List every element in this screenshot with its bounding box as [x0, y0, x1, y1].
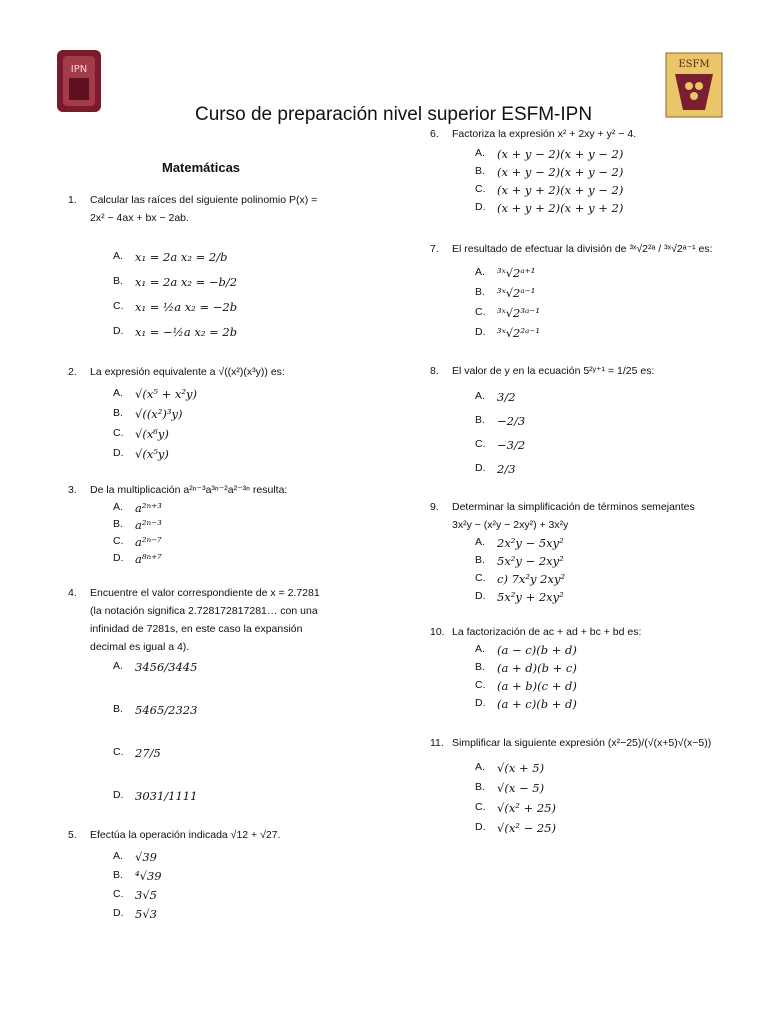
option-letter: D.	[113, 789, 124, 801]
option-value: a²ⁿ⁻⁷	[135, 535, 162, 549]
option-letter: D.	[475, 821, 486, 833]
option-letter: A.	[113, 501, 123, 513]
page-title: Curso de preparación nivel superior ESFM-IPN	[195, 104, 593, 125]
question-number: 5.	[68, 829, 77, 841]
option-letter: C.	[475, 572, 486, 584]
option-value: x₁ = −½a x₂ = 2b	[135, 325, 238, 339]
option-value: 3√5	[135, 888, 157, 902]
option-letter: B.	[113, 275, 123, 287]
question-text: infinidad de 7281s, en este caso la expansión	[90, 623, 303, 635]
option-letter: B.	[475, 414, 485, 426]
option-value: ³ˣ√2ᵃ⁺¹	[497, 266, 536, 280]
question-text: De la multiplicación a²ⁿ⁻³a³ⁿ⁻²a²⁻³ⁿ resulta:	[90, 484, 288, 496]
option-value: 5√3	[135, 907, 157, 921]
question-number: 1.	[68, 194, 77, 206]
option-value: ³ˣ√2³ᵃ⁻¹	[497, 306, 540, 320]
option-letter: A.	[475, 266, 485, 278]
option-letter: A.	[475, 761, 485, 773]
option-value: a²ⁿ⁺³	[135, 501, 162, 515]
option-letter: C.	[113, 746, 124, 758]
option-value: −2/3	[497, 414, 526, 428]
option-letter: A.	[475, 390, 485, 402]
option-value: √39	[135, 850, 157, 864]
option-letter: C.	[475, 679, 486, 691]
option-value: ³ˣ√2²ᵃ⁻¹	[497, 326, 540, 340]
question-text: Simplificar la siguiente expresión (x²−25)/(√(x+5)√(x−5))	[452, 737, 712, 749]
option-letter: B.	[475, 165, 485, 177]
option-letter: A.	[475, 536, 485, 548]
question-number: 7.	[430, 243, 439, 255]
question-text: Determinar la simplificación de términos semejantes	[452, 501, 695, 513]
option-letter: B.	[475, 286, 485, 298]
option-value: √(x − 5)	[497, 781, 545, 795]
option-letter: A.	[113, 387, 123, 399]
option-value: 3031/1111	[135, 789, 198, 803]
option-letter: C.	[475, 801, 486, 813]
question-text: Encuentre el valor correspondiente de x = 2.7281	[90, 587, 320, 599]
option-value: (x + y + 2)(x + y + 2)	[497, 201, 624, 215]
option-letter: B.	[113, 703, 123, 715]
question-text: El valor de y en la ecuación 5²ʸ⁺¹ = 1/25 es:	[452, 365, 655, 377]
option-letter: A.	[113, 850, 123, 862]
option-value: (x + y − 2)(x + y − 2)	[497, 147, 624, 161]
question-number: 4.	[68, 587, 77, 599]
question-number: 11.	[430, 737, 444, 749]
option-letter: C.	[475, 438, 486, 450]
option-value: x₁ = ½a x₂ = −2b	[135, 300, 238, 314]
option-letter: C.	[113, 300, 124, 312]
option-letter: B.	[113, 869, 123, 881]
question-number: 10.	[430, 626, 445, 638]
question-text: 2x² − 4ax + bx − 2ab.	[90, 212, 189, 224]
option-value: √(x + 5)	[497, 761, 545, 775]
option-letter: D.	[113, 552, 124, 564]
question-number: 9.	[430, 501, 439, 513]
option-letter: C.	[475, 306, 486, 318]
question-text: La factorización de ac + ad + bc + bd es:	[452, 626, 642, 638]
option-value: x₁ = 2a x₂ = 2/b	[135, 250, 228, 264]
option-value: c) 7x²y 2xy²	[497, 572, 566, 586]
option-letter: D.	[475, 326, 486, 338]
question-text: 3x²y − (x²y − 2xy²) + 3x²y	[452, 519, 569, 531]
option-letter: D.	[475, 697, 486, 709]
question-text: El resultado de efectuar la división de ³ˣ√2²ᵃ / ³ˣ√2ᵃ⁻¹ es:	[452, 243, 713, 255]
option-value: √((x²)³y)	[135, 407, 183, 421]
question-text: Factoriza la expresión x² + 2xy + y² − 4.	[452, 128, 637, 140]
option-value: x₁ = 2a x₂ = −b/2	[135, 275, 238, 289]
option-letter: D.	[475, 201, 486, 213]
esfm-logo-text: ESFM	[678, 59, 710, 70]
option-value: 5x²y − 2xy²	[497, 554, 564, 568]
question-text: La expresión equivalente a √((x²)(x³y)) es:	[90, 366, 285, 378]
question-number: 2.	[68, 366, 77, 378]
question-number: 6.	[430, 128, 439, 140]
option-value: (x + y + 2)(x + y − 2)	[497, 183, 624, 197]
option-value: 2x²y − 5xy²	[497, 536, 564, 550]
ipn-logo	[55, 48, 103, 114]
option-letter: A.	[475, 643, 485, 655]
option-value: (a − c)(b + d)	[497, 643, 577, 657]
question-text: Calcular las raíces del siguiente polinomio P(x) =	[90, 194, 318, 206]
option-letter: A.	[113, 250, 123, 262]
option-value: √(x⁵y)	[135, 447, 169, 461]
option-letter: A.	[475, 147, 485, 159]
option-value: 27/5	[135, 746, 161, 760]
option-value: ⁴√39	[135, 869, 162, 883]
option-value: a⁸ⁿ⁺⁷	[135, 552, 162, 566]
question-text: decimal es igual a 4).	[90, 641, 190, 653]
option-value: √(x² − 25)	[497, 821, 556, 835]
option-value: ³ˣ√2ᵃ⁻¹	[497, 286, 536, 300]
subject-heading: Matemáticas	[162, 160, 241, 175]
esfm-logo	[665, 52, 723, 118]
option-letter: B.	[475, 781, 485, 793]
option-value: −3/2	[497, 438, 526, 452]
option-value: (x + y − 2)(x + y − 2)	[497, 165, 624, 179]
option-value: (a + c)(b + d)	[497, 697, 577, 711]
option-value: (a + b)(c + d)	[497, 679, 577, 693]
option-value: √(x⁵ + x²y)	[135, 387, 197, 401]
question-number: 8.	[430, 365, 439, 377]
option-letter: B.	[113, 407, 123, 419]
question-text: (la notación significa 2.728172817281… con una	[90, 605, 318, 617]
option-value: √(x⁶y)	[135, 427, 169, 441]
question-number: 3.	[68, 484, 77, 496]
option-value: 2/3	[497, 462, 516, 476]
option-value: a²ⁿ⁻³	[135, 518, 162, 532]
option-letter: D.	[113, 907, 124, 919]
option-letter: C.	[113, 535, 124, 547]
option-letter: D.	[113, 447, 124, 459]
option-value: 5465/2323	[135, 703, 198, 717]
option-letter: C.	[113, 427, 124, 439]
option-letter: D.	[475, 590, 486, 602]
option-letter: B.	[475, 554, 485, 566]
option-value: 5x²y + 2xy²	[497, 590, 564, 604]
option-letter: B.	[475, 661, 485, 673]
option-letter: B.	[113, 518, 123, 530]
option-letter: C.	[475, 183, 486, 195]
option-value: 3/2	[497, 390, 516, 404]
option-letter: D.	[113, 325, 124, 337]
option-value: 3456/3445	[135, 660, 198, 674]
option-letter: C.	[113, 888, 124, 900]
option-letter: D.	[475, 462, 486, 474]
ipn-logo-text: IPN	[70, 64, 88, 75]
option-letter: A.	[113, 660, 123, 672]
question-text: Efectúa la operación indicada √12 + √27.	[90, 829, 281, 841]
option-value: √(x² + 25)	[497, 801, 556, 815]
option-value: (a + d)(b + c)	[497, 661, 577, 675]
